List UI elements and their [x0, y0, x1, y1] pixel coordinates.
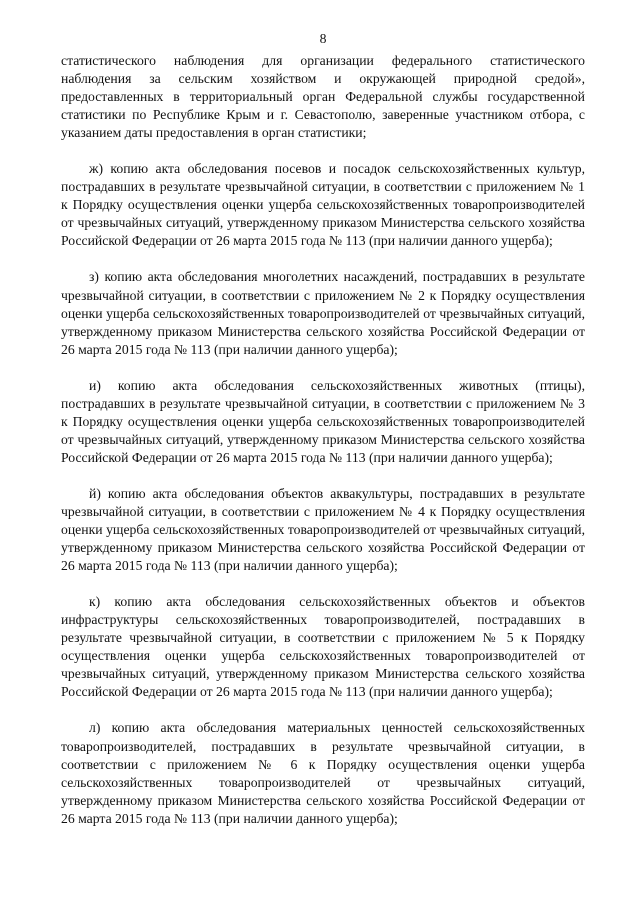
paragraph-item-z: з) копию акта обследования многолетних насаждений, пострадавших в результате чрезвычайной ситуации, в соответствии с приложением № 2 к Порядку осуществления оценки ущерба сельскохозяйственных товаропроизводителей от чрезвычайных ситуаций, утвержденному приказом Министерства сельского хозяйства Российской Федерации от 26 марта 2015 года № 113 (при наличии данного ущерба); [61, 269, 585, 357]
paragraph-continuation: статистического наблюдения для организации федерального статистического наблюдения за сельским хозяйством и окружающей природной средой», предоставленных в территориальный орган Федеральной службы государственной статистики по Республике Крым и г. Севастополю, заверенные участником отбора, с указанием даты предоставления в орган статистики; [61, 53, 585, 141]
paragraph-item-ij: й) копию акта обследования объектов аквакультуры, пострадавших в результате чрезвычайной ситуации, в соответствии с приложением № 4 к Порядку осуществления оценки ущерба сельскохозяйственных товаропроизводителей от чрезвычайных ситуаций, утвержденному приказом Министерства сельского хозяйства Российской Федерации от 26 марта 2015 года № 113 (при наличии данного ущерба); [61, 485, 585, 574]
paragraph-item-k: к) копию акта обследования сельскохозяйственных объектов и объектов инфраструктуры сельскохозяйственных товаропроизводителей, пострадавших в результате чрезвычайной ситуации, в соответствии с приложением № 5 к Порядку осуществления оценки ущерба сельскохозяйственных товаропроизводителей от чрезвычайных ситуаций, утвержденному приказом Министерства сельского хозяйства Российской Федерации от 26 марта 2015 года № 113 (при наличии данного ущерба); [61, 594, 585, 700]
paragraph-item-zh: ж) копию акта обследования посевов и посадок сельскохозяйственных культур, пострадавших в результате чрезвычайной ситуации, в соответствии с приложением № 1 к Порядку осуществления оценки ущерба сельскохозяйственных товаропроизводителей от чрезвычайных ситуаций, утвержденному приказом Министерства сельского хозяйства Российской Федерации от 26 марта 2015 года № 113 (при наличии данного ущерба); [61, 161, 585, 249]
document-page [61, 30, 585, 828]
paragraph-item-l: л) копию акта обследования материальных ценностей сельскохозяйственных товаропроизводителей, пострадавших в результате чрезвычайной ситуации, в соответствии с приложением № 6 к Порядку осуществления оценки ущерба сельскохозяйственных товаропроизводителей от чрезвычайных ситуаций, утвержденному приказом Министерства сельского хозяйства Российской Федерации от 26 марта 2015 года № 113 (при наличии данного ущерба); [61, 720, 585, 826]
paragraph-item-i: и) копию акта обследования сельскохозяйственных животных (птицы), пострадавших в результате чрезвычайной ситуации, в соответствии с приложением № 3 к Порядку осуществления оценки ущерба сельскохозяйственных товаропроизводителей от чрезвычайных ситуаций, утвержденному приказом Министерства сельского хозяйства Российской Федерации от 26 марта 2015 года № 113 (при наличии данного ущерба); [61, 377, 585, 465]
page-number: 8 [319, 31, 327, 46]
